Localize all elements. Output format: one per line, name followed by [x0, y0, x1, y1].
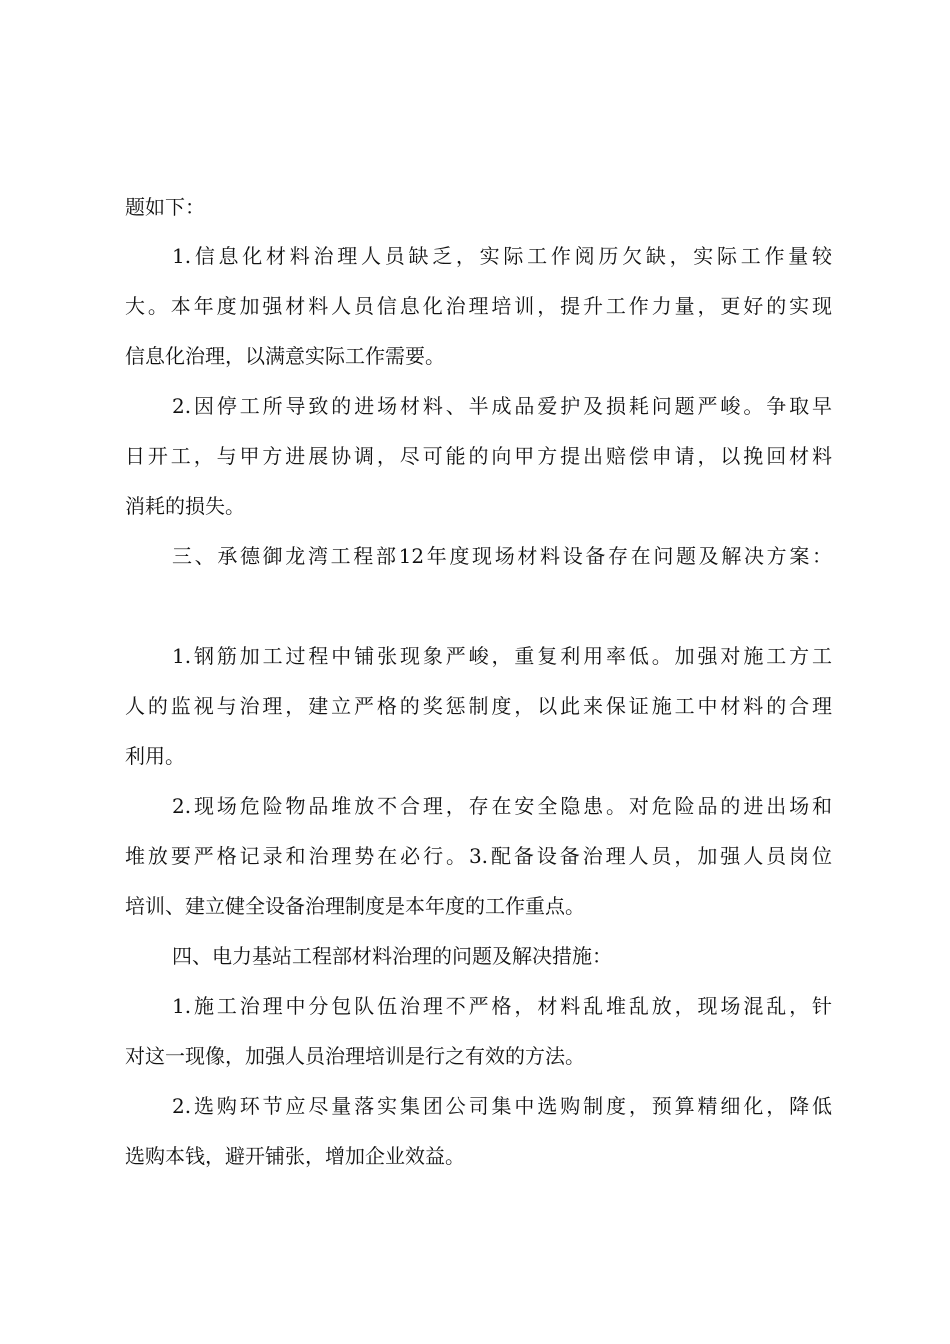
- text-line: 1.施工治理中分包队伍治理不严格，材料乱堆乱放，现场混乱，针: [172, 994, 832, 1018]
- text-line: 培训、建立健全设备治理制度是本年度的工作重点。: [125, 894, 585, 918]
- text-line: 选购本钱，避开铺张，增加企业效益。: [125, 1144, 465, 1168]
- text-line: 1.钢筋加工过程中铺张现象严峻，重复利用率低。加强对施工方工: [172, 644, 832, 668]
- text-line: 2.现场危险物品堆放不合理，存在安全隐患。对危险品的进出场和: [172, 794, 832, 818]
- text-line: 消耗的损失。: [125, 494, 245, 518]
- text-line: 信息化治理，以满意实际工作需要。: [125, 344, 445, 368]
- section-heading: 四、电力基站工程部材料治理的问题及解决措施：: [172, 944, 612, 968]
- text-line: 人的监视与治理，建立严格的奖惩制度，以此来保证施工中材料的合理: [125, 694, 832, 718]
- text-line: 大。本年度加强材料人员信息化治理培训，提升工作力量，更好的实现: [125, 294, 832, 318]
- text-line: 题如下：: [125, 195, 205, 219]
- text-line: 2.因停工所导致的进场材料、半成品爱护及损耗问题严峻。争取早: [172, 394, 832, 418]
- text-line: 堆放要严格记录和治理势在必行。3.配备设备治理人员，加强人员岗位: [125, 844, 832, 868]
- text-line: 对这一现像，加强人员治理培训是行之有效的方法。: [125, 1044, 585, 1068]
- text-line: 2.选购环节应尽量落实集团公司集中选购制度，预算精细化，降低: [172, 1094, 832, 1118]
- section-heading: 三、承德御龙湾工程部12年度现场材料设备存在问题及解决方案：: [172, 544, 832, 568]
- text-line: 利用。: [125, 744, 185, 768]
- text-line: 日开工，与甲方进展协调，尽可能的向甲方提出赔偿申请，以挽回材料: [125, 444, 832, 468]
- document-page: [125, 0, 832, 1344]
- text-line: 1.信息化材料治理人员缺乏，实际工作阅历欠缺，实际工作量较: [172, 244, 832, 268]
